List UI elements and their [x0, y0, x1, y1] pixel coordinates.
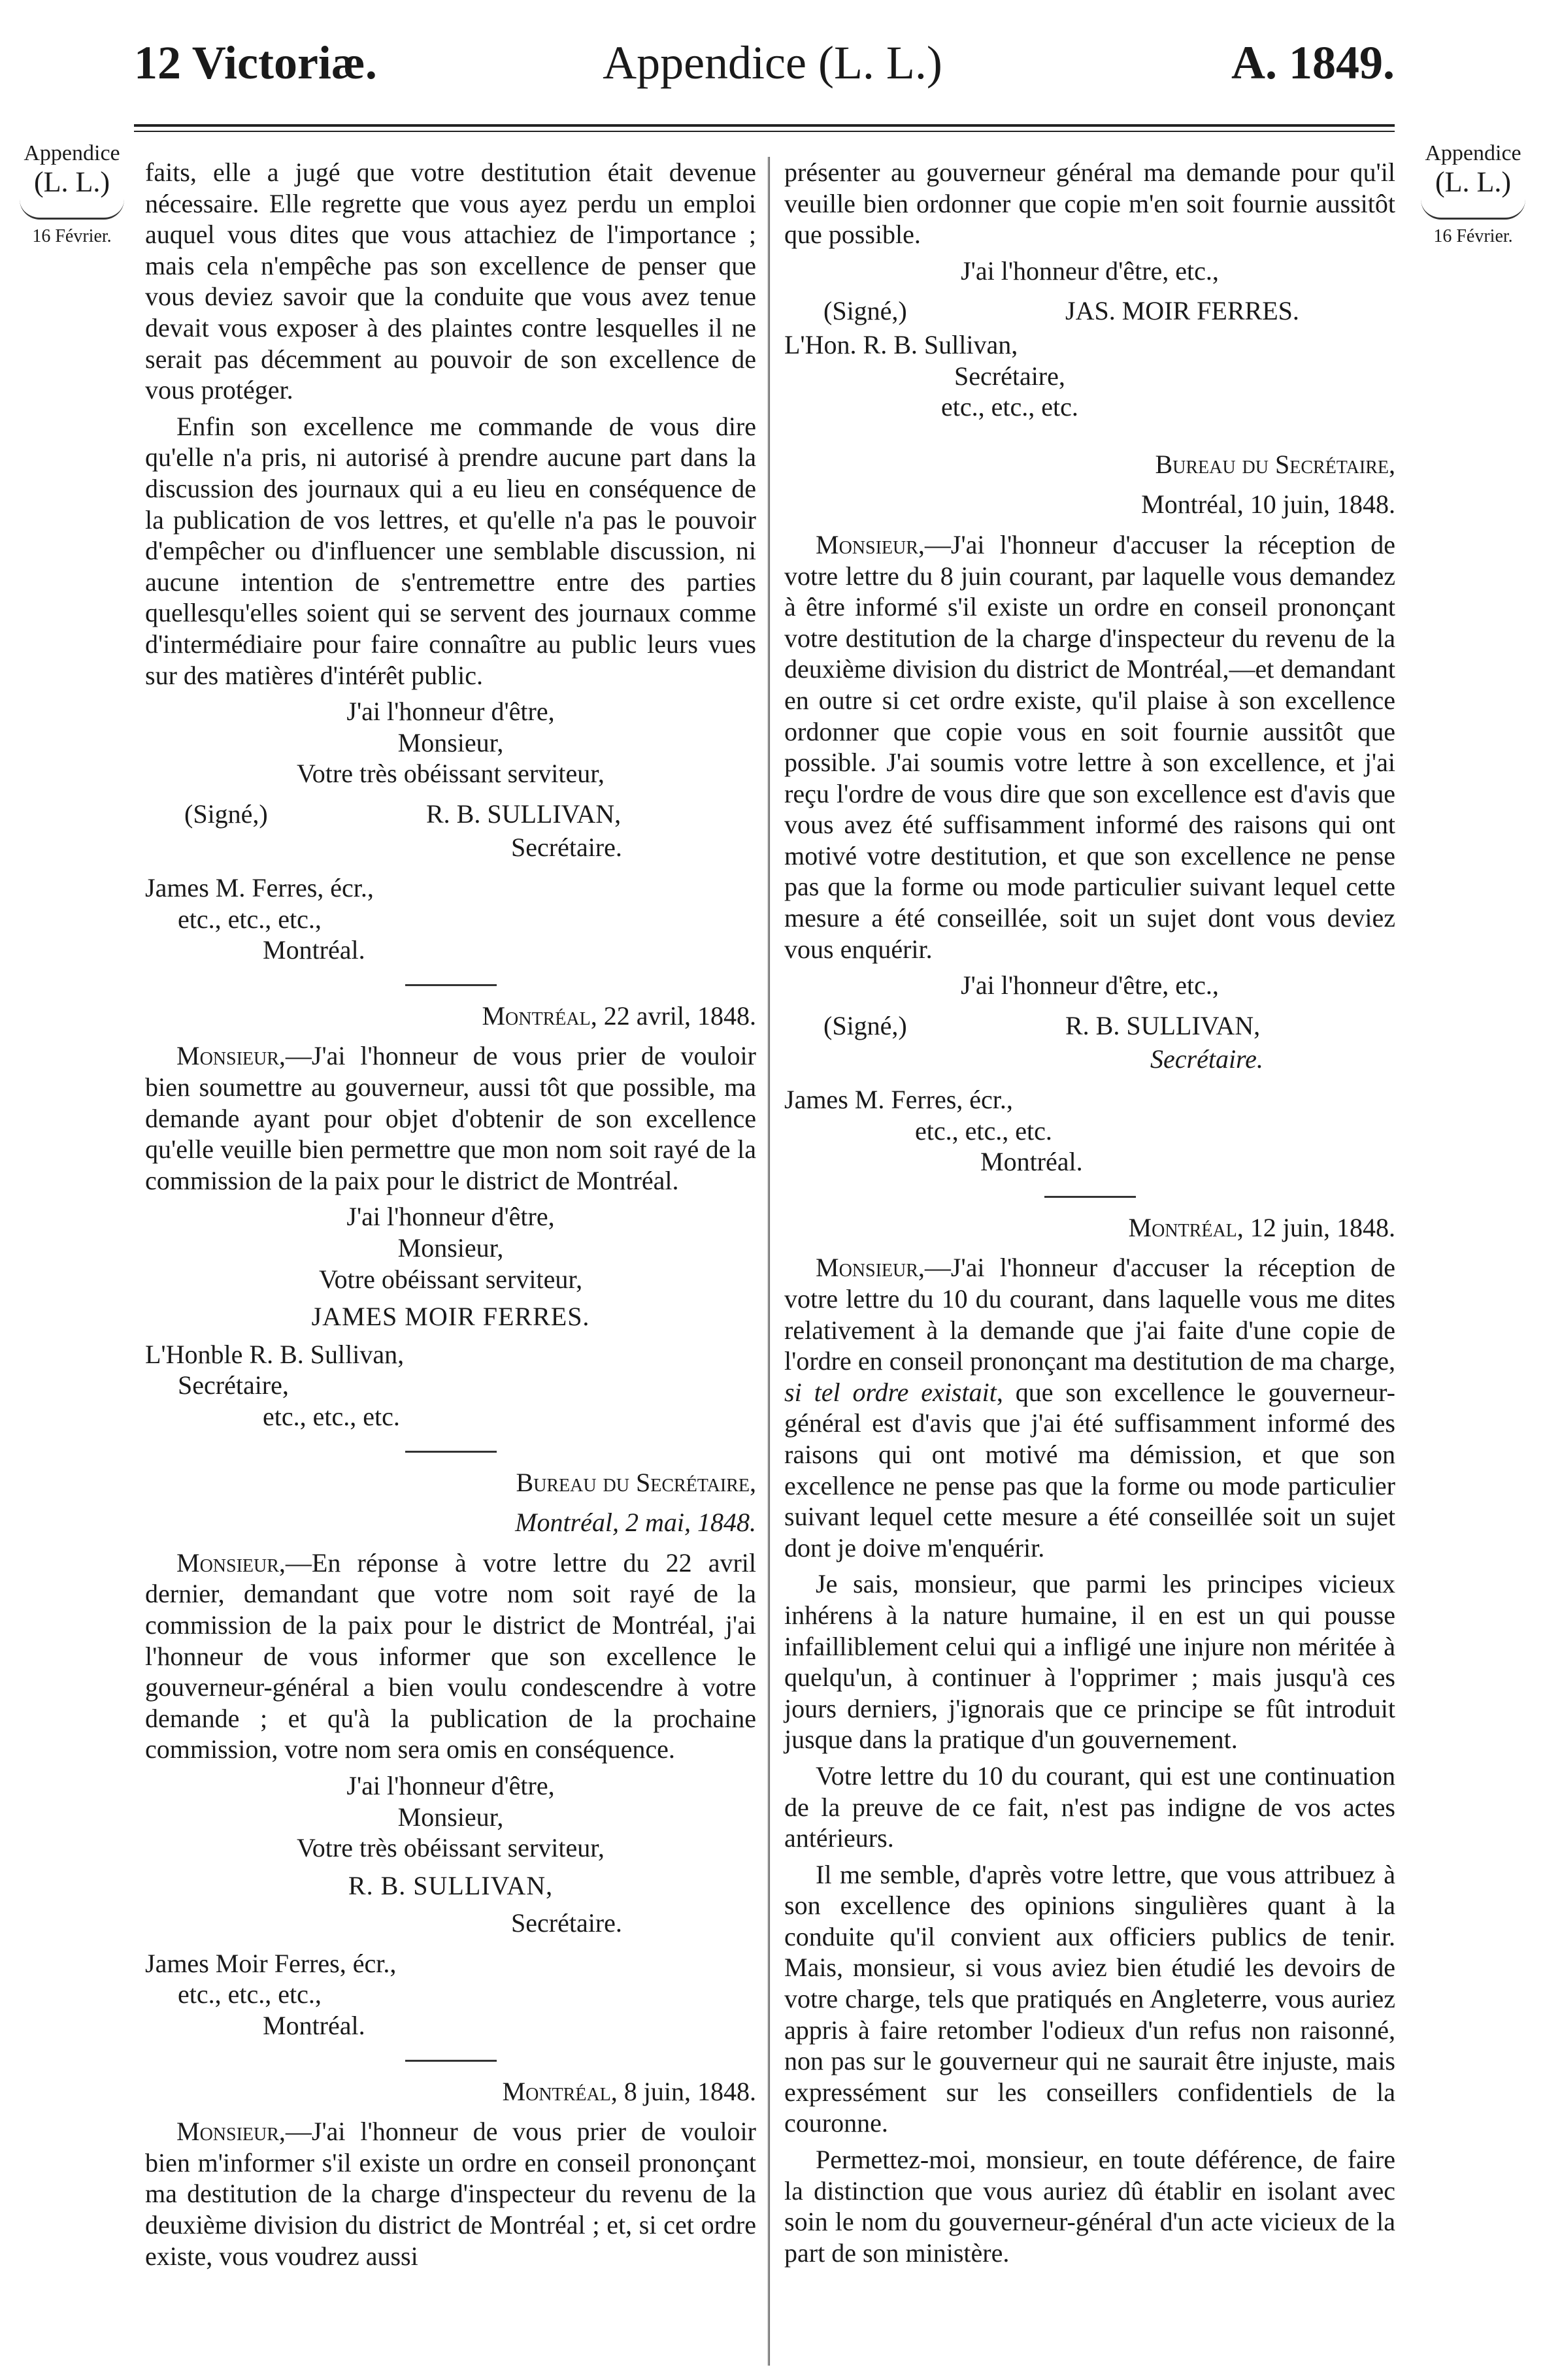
- signature-title: Secrétaire.: [1150, 1044, 1263, 1074]
- separator-rule: [1044, 1196, 1136, 1198]
- signature: JAMES MOIR FERRES.: [311, 1302, 590, 1332]
- letter-body: Monsieur,—J'ai l'honneur de vous prier de vouloir bien m'informer s'il existe un ordre en conseil prononçant ma destitution de la charge d'inspecteur du revenu de la deuxième division du district de Montréal ; et, si cet ordre existe, vous voudrez aussi: [145, 2117, 756, 2271]
- paragraph: Permettez-moi, monsieur, en toute déférence, de faire la distinction que vous auriez dû établir en isolant avec soin le nom du gouverneur-général d'un acte vicieux de la part de son ministère.: [784, 2145, 1395, 2268]
- address-block: James Moir Ferres, écr., etc., etc., etc., Montréal.: [145, 1948, 397, 2041]
- margin-ref: (L. L.): [1435, 166, 1512, 199]
- letter-body: Monsieur,—J'ai l'honneur de vous prier de vouloir bien soumettre au gouverneur, aussi tôt que possible, ma demande ayant pour objet d'obtenir de son excellence qu'elle veuille bien permettre que mon nom soit rayé de la commission de la paix pour le district de Montréal.: [145, 1041, 756, 1195]
- margin-brace: [20, 199, 124, 220]
- paragraph: Votre lettre du 10 du courant, qui est une continuation de la preuve de ce fait, n'est pas indigne de vos actes antérieurs.: [784, 1760, 1395, 1853]
- signature-title: Secrétaire.: [511, 833, 622, 863]
- letter-date: Montréal, 12 juin, 1848.: [1128, 1212, 1395, 1242]
- address-block: James M. Ferres, écr., etc., etc., etc., Montréal.: [145, 873, 374, 965]
- closing: J'ai l'honneur d'être, etc.,: [961, 256, 1219, 286]
- closing: J'ai l'honneur d'être, Monsieur, Votre très obéissant serviteur,: [297, 1770, 605, 1863]
- column-divider: [768, 157, 770, 2366]
- separator-rule: [405, 2060, 497, 2062]
- address-block: L'Hon. R. B. Sullivan, Secrétaire, etc., etc., etc.: [784, 329, 1078, 422]
- signature-title: Secrétaire.: [511, 1908, 622, 1938]
- header-left: 12 Victoriæ.: [134, 37, 377, 89]
- separator-rule: [405, 984, 497, 986]
- header-rule: [134, 124, 1395, 132]
- letter-body: Monsieur,—En réponse à votre lettre du 22 avril dernier, demandant que votre nom soit rayé de la commission de la paix pour le district de Montréal, j'ai l'honneur de vous informer que son excellence le gouverneur-général a bien voulu condescendre à votre demande ; et qu'à la publication de la prochaine commission, votre nom sera omis en conséquence.: [145, 1547, 756, 1764]
- letter-date: Montréal, 10 juin, 1848.: [1141, 489, 1395, 520]
- margin-note-right: [1408, 140, 1538, 247]
- bureau-heading: Bureau du Secrétaire,: [516, 1467, 756, 1497]
- address-block: L'Honble R. B. Sullivan, Secrétaire, etc., etc., etc.: [145, 1339, 405, 1431]
- header-right: A. 1849.: [1231, 37, 1395, 89]
- separator-rule: [405, 1451, 497, 1453]
- left-column: [145, 157, 756, 2277]
- signature: (Signé,) R. B. SULLIVAN,: [823, 1010, 1261, 1040]
- margin-ref: (L. L.): [33, 166, 110, 199]
- closing: J'ai l'honneur d'être, etc.,: [961, 970, 1219, 1000]
- letter-date: Montréal, 2 mai, 1848.: [515, 1508, 756, 1538]
- margin-date: 16 Février.: [1433, 225, 1513, 246]
- letter-date: Montréal, 8 juin, 1848.: [502, 2076, 756, 2106]
- paragraph: Il me semble, d'après votre lettre, que vous attribuez à son excellence des opinions singulières quant à la conduite qu'il convient aux officiers publics de tenir. Mais, monsieur, si vous aviez bien étudié les devoirs de votre charge, tels que pratiqués en Angleterre, vous auriez appris à faire retomber l'odieux d'un refus non raisonné, non pas sur le gouverneur qui ne saurait être injuste, mais expressément sur les conseillers confidentiels de la couronne.: [784, 1859, 1395, 2138]
- signature: R. B. SULLIVAN,: [348, 1870, 554, 1900]
- right-column: [784, 157, 1395, 2273]
- closing: J'ai l'honneur d'être, Monsieur, Votre obéissant serviteur,: [318, 1202, 583, 1294]
- letter-body: Monsieur,—J'ai l'honneur d'accuser la réception de votre lettre du 10 du courant, dans laquelle vous me dites relativement à la demande que j'ai faite d'une copie de l'ordre en conseil prononçant ma destitution de ma charge, si tel ordre existait, que son excellence le gouverneur-général est d'avis que j'ai été suffisamment informé des raisons qui ont motivé ma démission, et que son excellence ne pense pas que la forme ou mode particulier suivant lequel cette mesure a été conseillée soit un sujet dont je doive m'enquérir.: [784, 1253, 1395, 1562]
- bureau-heading: Bureau du Secrétaire,: [1155, 449, 1395, 479]
- header-center: Appendice (L. L.): [603, 37, 942, 89]
- address-block: James M. Ferres, écr., etc., etc., etc. Montréal.: [784, 1085, 1083, 1177]
- margin-brace: [1421, 199, 1525, 220]
- margin-label: Appendice: [1425, 141, 1521, 165]
- signature: (Signé,) R. B. SULLIVAN,: [184, 799, 622, 829]
- margin-label: Appendice: [24, 141, 120, 165]
- letter-body: Monsieur,—J'ai l'honneur d'accuser la réception de votre lettre du 8 juin courant, par laquelle vous demandez à être informé s'il existe un ordre en conseil prononçant votre destitution de la charge d'inspecteur du revenu de la deuxième division du district de Montréal,—et demandant en outre si cet ordre existe, qu'il plaise à son excellence ordonner que copie vous en soit fournie aussitôt que possible. J'ai soumis votre lettre à son excellence, et j'ai reçu l'ordre de vous dire que son excellence est d'avis que vous avez été suffisamment informé des raisons qui ont motivé votre destitution, et que son excellence ne pense pas que la forme ou mode particulier suivant lequel cette mesure a été conseillée, soit un sujet dont vous deviez vous enquérir.: [784, 529, 1395, 964]
- closing: J'ai l'honneur d'être, Monsieur, Votre très obéissant serviteur,: [297, 697, 605, 789]
- signature: (Signé,) JAS. MOIR FERRES.: [823, 296, 1299, 326]
- paragraph: faits, elle a jugé que votre destitution était devenue nécessaire. Elle regrette que vous ayez perdu un emploi auquel vous dites que vous attachiez de l'importance ; mais cela n'empêche pas son excellence de penser que vous deviez savoir que la conduite que vous avez tenue devait vous exposer à des plaintes contre lesquelles il ne serait pas décemment au pouvoir de son excellence de vous protéger.: [145, 157, 756, 405]
- letter-date: Montréal, 22 avril, 1848.: [482, 1000, 756, 1031]
- paragraph: présenter au gouverneur général ma demande pour qu'il veuille bien ordonner que copie m'en soit fournie aussitôt que possible.: [784, 157, 1395, 250]
- paragraph: Je sais, monsieur, que parmi les principes vicieux inhérens à la nature humaine, il en est un qui pousse infailliblement celui qui a infligé une injure non méritée à quelqu'un, à continuer à l'opprimer ; mais jusqu'à ces jours derniers, j'ignorais que ce principe se fût introduit jusque dans la pratique d'un gouvernement.: [784, 1569, 1395, 1755]
- margin-note-left: [7, 140, 137, 247]
- paragraph: Enfin son excellence me commande de vous dire qu'elle n'a pris, ni autorisé à prendre aucune part dans la discussion des journaux qui a eu lieu en conséquence de la publication de vos lettres, et qu'elle n'a pas le pouvoir d'empêcher ou d'influencer une semblable discussion, ni aucune intention de s'entremettre entre des parties quellesqu'elles soient qui se servent des journaux comme d'intermédiaire pour faire connaître au public leurs vues sur des matières d'intérêt public.: [145, 411, 756, 690]
- margin-date: 16 Février.: [32, 225, 112, 246]
